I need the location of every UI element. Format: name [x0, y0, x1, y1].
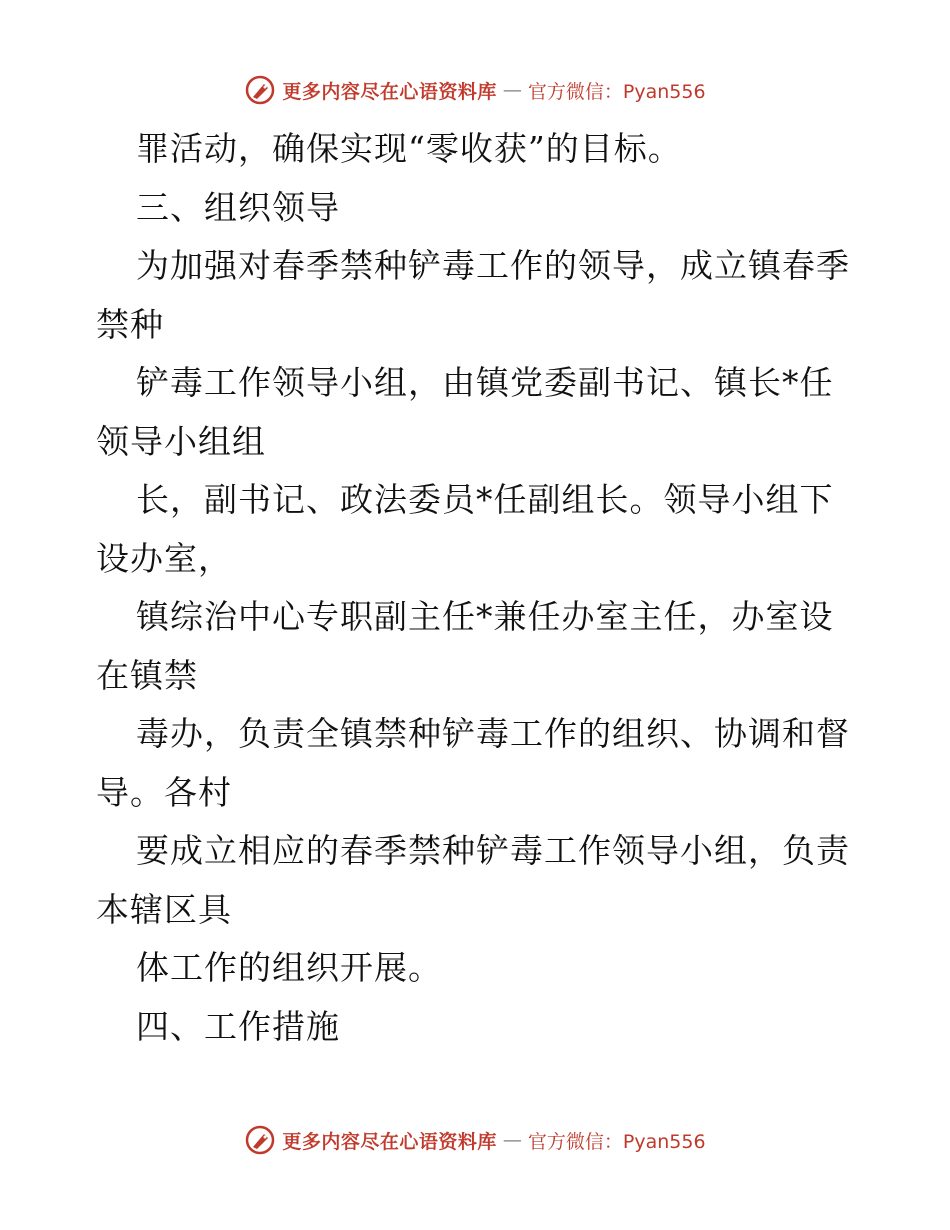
text-line: 毒办，负责全镇禁种铲毒工作的组织、协调和督 [136, 714, 850, 753]
text-line: 导。各村 [96, 772, 232, 812]
text-line: 体工作的组织开展。 [136, 948, 442, 987]
pen-nib-circle-icon [244, 1124, 276, 1156]
text-line: 领导小组组 [96, 421, 266, 461]
document-body [96, 120, 856, 1056]
banner-wechat-id: 官方微信：Pyan556 [527, 1130, 706, 1153]
banner-wechat-id: 官方微信：Pyan556 [527, 80, 706, 103]
text-line: 本辖区具 [96, 889, 232, 929]
text-line: 在镇禁 [96, 655, 198, 695]
banner-site-name: 更多内容尽在心语资料库 [282, 1130, 497, 1153]
banner-separator: — [502, 1129, 522, 1151]
text-line: 设办室， [96, 538, 232, 578]
pen-nib-circle-icon [244, 74, 276, 106]
header-banner [0, 70, 950, 110]
text-line: 罪活动，确保实现“零收获”的目标。 [136, 129, 682, 168]
section-heading: 四、工作措施 [136, 1006, 340, 1046]
text-line: 长，副书记、政法委员*任副组长。领导小组下 [136, 480, 834, 519]
text-line: 铲毒工作领导小组，由镇党委副书记、镇长*任 [136, 363, 834, 402]
banner-site-name: 更多内容尽在心语资料库 [282, 80, 497, 103]
footer-banner [0, 1120, 950, 1160]
text-line: 为加强对春季禁种铲毒工作的领导，成立镇春季 [136, 246, 850, 285]
text-line: 禁种 [96, 304, 164, 344]
text-line: 要成立相应的春季禁种铲毒工作领导小组，负责 [136, 831, 850, 870]
section-heading: 三、组织领导 [136, 187, 340, 227]
banner-separator: — [502, 79, 522, 101]
text-line: 镇综治中心专职副主任*兼任办室主任，办室设 [136, 597, 834, 636]
